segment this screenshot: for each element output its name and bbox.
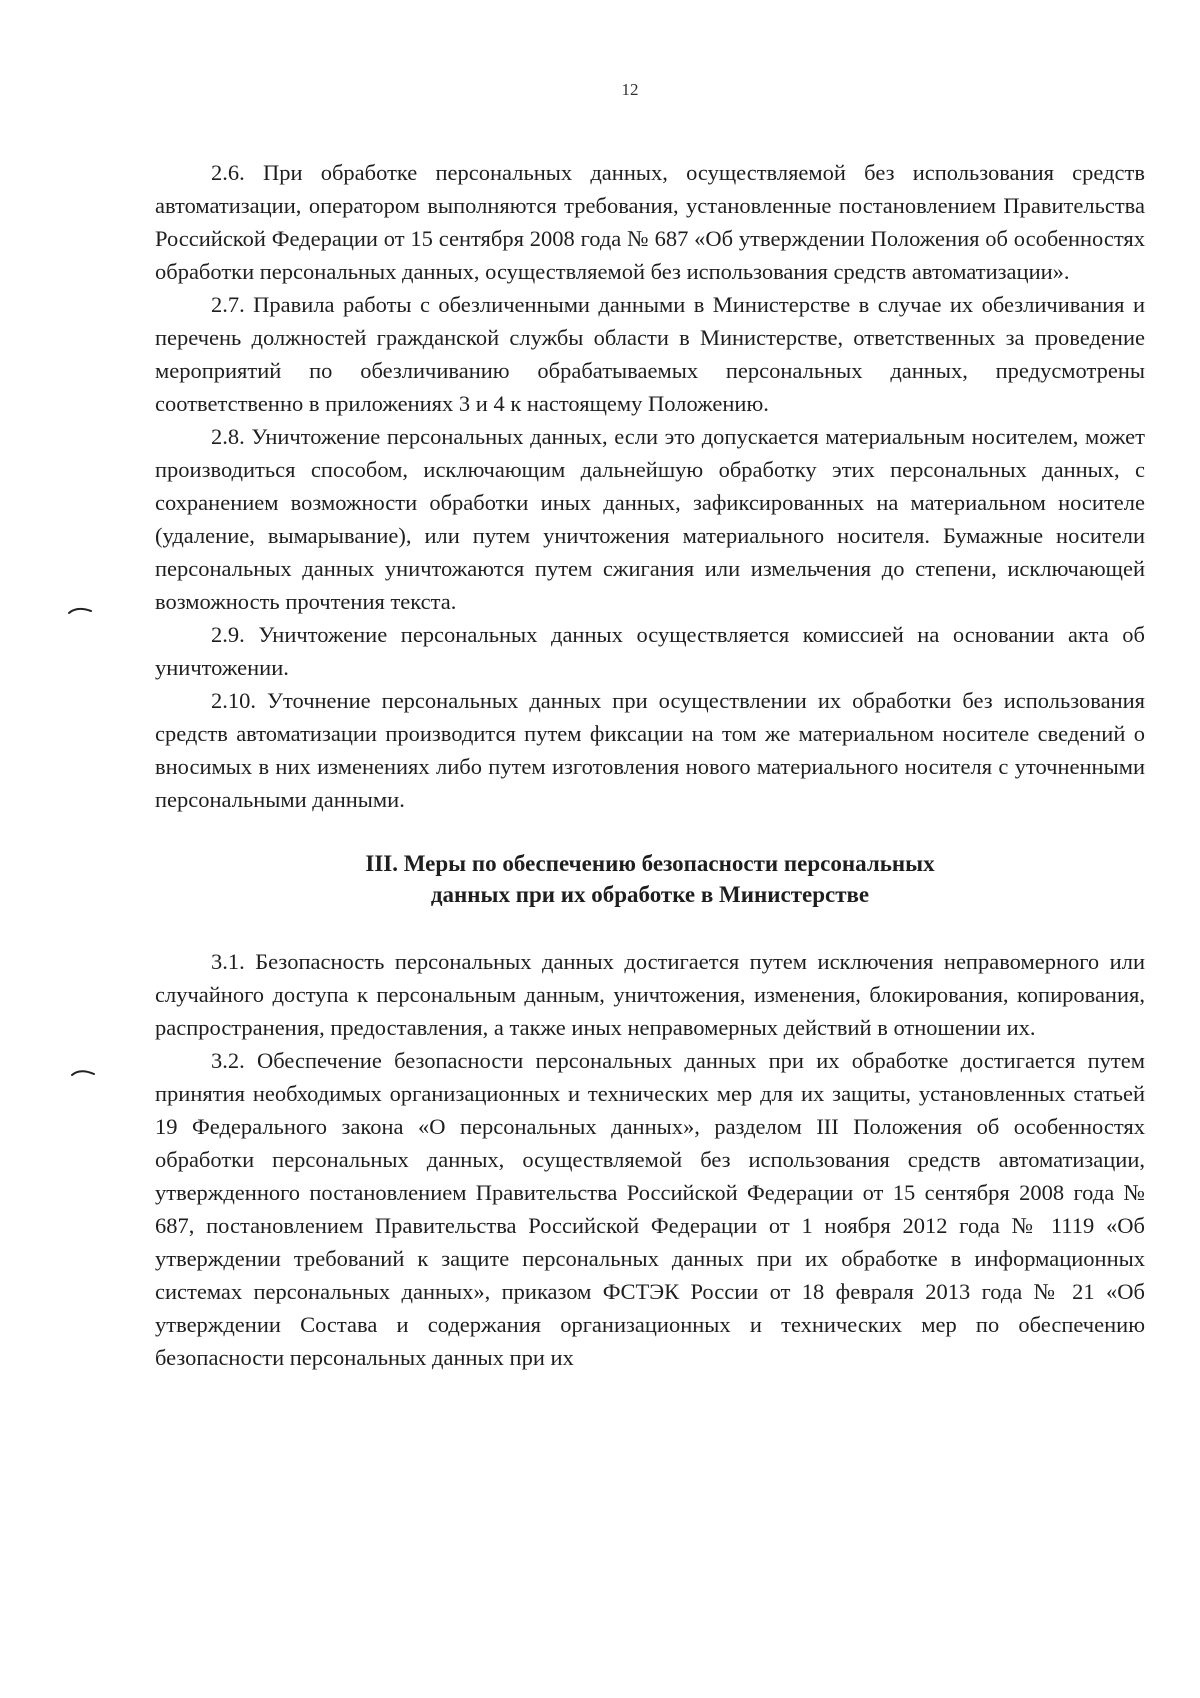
paragraph-3-1: 3.1. Безопасность персональных данных достигается путем исключения неправомерного или случайного доступа к персональным данным, уничтожения, изменения, блокирования, копирования, распространения, предоставления, а также иных неправомерных действий в отношении их.	[155, 949, 1145, 1040]
paragraph-2-8: 2.8. Уничтожение персональных данных, если это допускается материальным носителем, может производиться способом, исключающим дальнейшую обработку этих персональных данных, с сохранением возможности обработки иных данных, зафиксированных на материальном носителе (удаление, вымарывание), или путем уничтожения материального носителя. Бумажные носители персональных данных уничтожаются путем сжигания или измельчения до степени, исключающей возможность прочтения текста.	[155, 424, 1145, 614]
section-3-heading	[155, 848, 1145, 910]
document-body	[155, 156, 1145, 1374]
section-3-heading-line-2: данных при их обработке в Министерстве	[430, 882, 870, 907]
margin-pen-mark	[70, 1067, 96, 1077]
paragraph-2-10: 2.10. Уточнение персональных данных при осуществлении их обработки без использования средств автоматизации производится путем фиксации на том же материальном носителе сведений о вносимых в них изменениях либо путем изготовления нового материального носителя с уточненными персональными данными.	[155, 688, 1145, 812]
paragraph-2-7: 2.7. Правила работы с обезличенными данными в Министерстве в случае их обезличивания и перечень должностей гражданской службы области в Министерстве, ответственных за проведение мероприятий по обезличиванию обрабатываемых персональных данных, предусмотрены соответственно в приложениях 3 и 4 к настоящему Положению.	[155, 292, 1145, 416]
paragraph-2-6: 2.6. При обработке персональных данных, осуществляемой без использования средств автоматизации, оператором выполняются требования, установленные постановлением Правительства Российской Федерации от 15 сентября 2008 года № 687 «Об утверждении Положения об особенностях обработки персональных данных, осуществляемой без использования средств автоматизации».	[155, 160, 1145, 284]
margin-pen-mark	[67, 605, 93, 615]
paragraph-2-9: 2.9. Уничтожение персональных данных осуществляется комиссией на основании акта об уничтожении.	[155, 622, 1145, 680]
page-number: 12	[621, 80, 639, 99]
section-3-heading-line-1: III. Меры по обеспечению безопасности персональных	[365, 851, 935, 876]
paragraph-3-2: 3.2. Обеспечение безопасности персональных данных при их обработке достигается путем принятия необходимых организационных и технических мер для их защиты, установленных статьей 19 Федерального закона «О персональных данных», разделом III Положения об особенностях обработки персональных данных, осуществляемой без использования средств автоматизации, утвержденного постановлением Правительства Российской Федерации от 15 сентября 2008 года № 687, постановлением Правительства Российской Федерации от 1 ноября 2012 года № 1119 «Об утверждении требований к защите персональных данных при их обработке в информационных системах персональных данных», приказом ФСТЭК России от 18 февраля 2013 года № 21 «Об утверждении Состава и содержания организационных и технических мер по обеспечению безопасности персональных данных при их	[155, 1048, 1145, 1370]
